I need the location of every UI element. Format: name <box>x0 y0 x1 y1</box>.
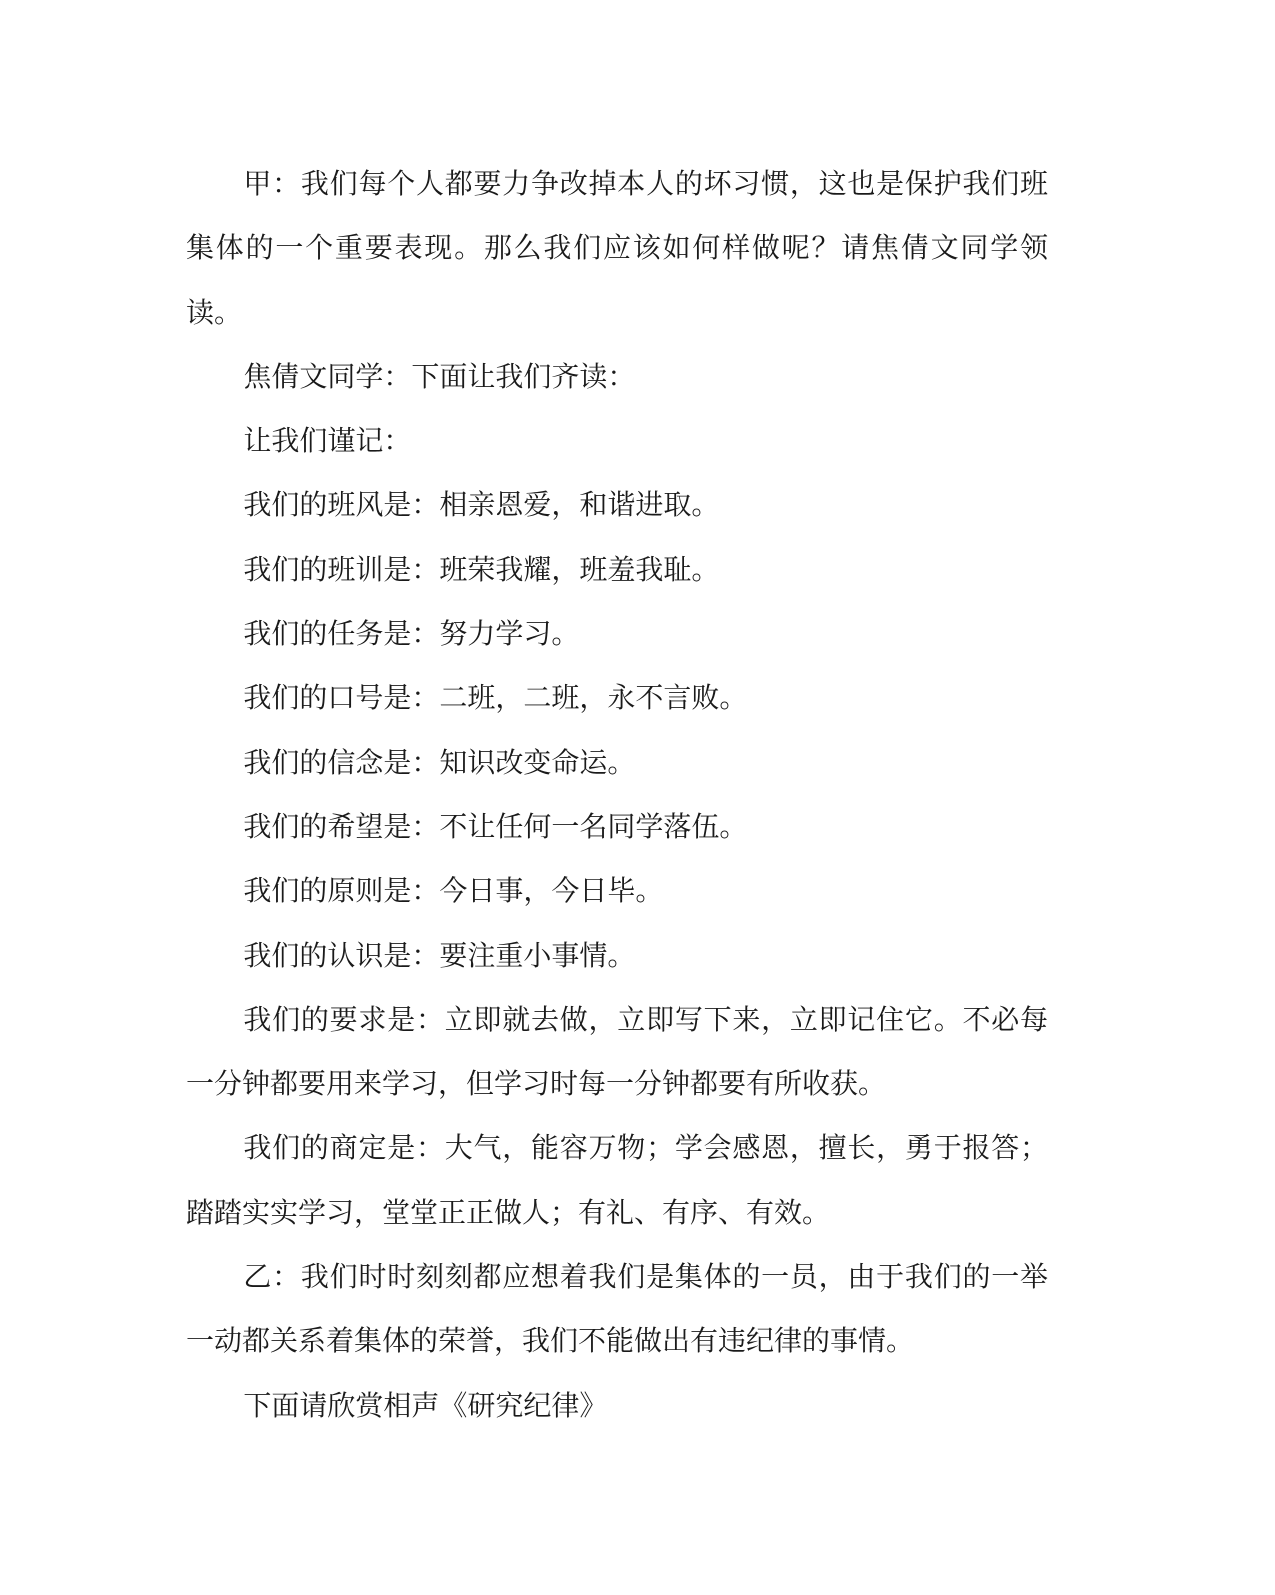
paragraph-15: 下面请欣赏相声《研究纪律》 <box>243 1388 608 1422</box>
paragraph-3: 让我们谨记： <box>243 424 412 458</box>
paragraph-10: 我们的原则是：今日事，今日毕。 <box>243 874 664 908</box>
paragraph-11: 我们的认识是：要注重小事情。 <box>243 938 636 972</box>
paragraph-6: 我们的任务是：努力学习。 <box>243 617 580 651</box>
paragraph-2: 焦倩文同学：下面让我们齐读： <box>243 359 636 393</box>
paragraph-1: 甲：我们每个人都要力争改掉本人的坏习惯，这也是保护我们班集体的一个重要表现。那么我们应该如何样做呢？请焦倩文同学领读。 <box>186 167 1048 329</box>
paragraph-14: 乙：我们时时刻刻都应想着我们是集体的一员，由于我们的一举一动都关系着集体的荣誉，我们不能做出有违纪律的事情。 <box>186 1260 1048 1358</box>
paragraph-8: 我们的信念是：知识改变命运。 <box>243 745 636 779</box>
paragraph-4: 我们的班风是：相亲恩爱，和谐进取。 <box>243 488 720 522</box>
paragraph-12: 我们的要求是：立即就去做，立即写下来，立即记住它。不必每一分钟都要用来学习，但学习时每一分钟都要有所收获。 <box>186 1002 1048 1101</box>
paragraph-13: 我们的商定是：大气，能容万物；学会感恩，擅长，勇于报答；踏踏实实学习，堂堂正正做人；有礼、有序、有效。 <box>186 1131 1048 1229</box>
document-body <box>186 152 1048 1438</box>
paragraph-5: 我们的班训是：班荣我耀，班羞我耻。 <box>243 552 720 586</box>
paragraph-7: 我们的口号是：二班，二班，永不言败。 <box>243 681 748 715</box>
paragraph-9: 我们的希望是：不让任何一名同学落伍。 <box>243 809 748 843</box>
